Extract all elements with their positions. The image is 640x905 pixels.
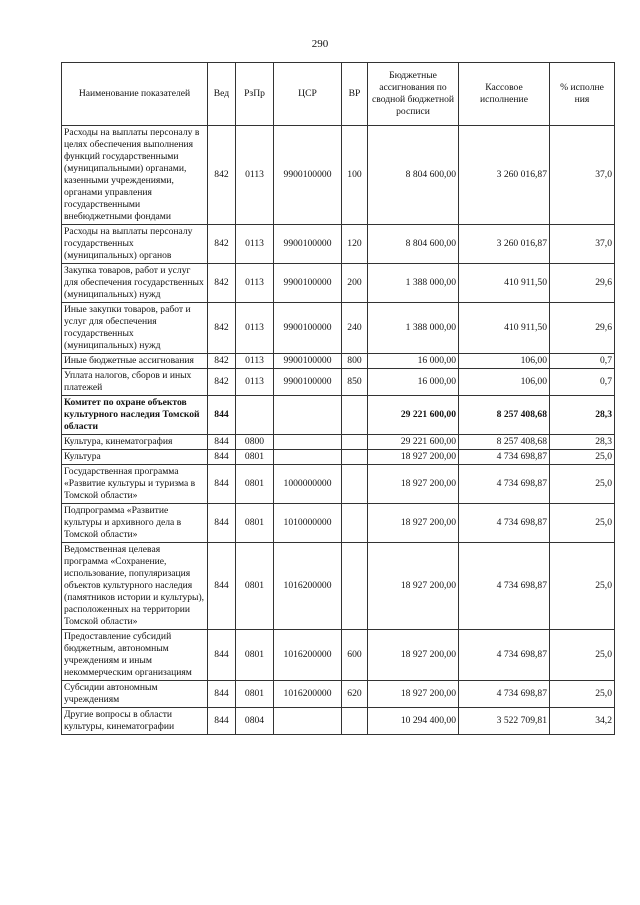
cell-rzpr: 0801	[236, 504, 274, 543]
cell-name: Другие вопросы в области культуры, кинематографии	[62, 708, 208, 735]
cell-percent: 25,0	[550, 543, 615, 630]
cell-ved: 842	[208, 126, 236, 225]
cell-csr: 9900100000	[274, 303, 342, 354]
cell-rzpr: 0113	[236, 369, 274, 396]
cell-name: Государственная программа «Развитие культуры и туризма в Томской области»	[62, 465, 208, 504]
cell-vr: 800	[342, 354, 368, 369]
cell-cash: 106,00	[459, 369, 550, 396]
table-row	[62, 630, 615, 681]
table-header-row	[62, 63, 615, 126]
cell-name: Расходы на выплаты персоналу государственных (муниципальных) органов	[62, 225, 208, 264]
table-row	[62, 450, 615, 465]
cell-name: Ведомственная целевая программа «Сохранение, использование, популяризация объектов культурного наследия (памятников истории и культуры), расположенных на территории Томской области»	[62, 543, 208, 630]
cell-cash: 3 522 709,81	[459, 708, 550, 735]
header-budget: Бюджетные ассигнования по сводной бюджетной росписи	[368, 63, 459, 126]
table-row	[62, 543, 615, 630]
header-ved: Вед	[208, 63, 236, 126]
cell-ved: 844	[208, 465, 236, 504]
cell-cash: 410 911,50	[459, 303, 550, 354]
table-row	[62, 126, 615, 225]
cell-name: Расходы на выплаты персоналу в целях обеспечения выполнения функций государственными (муниципальными) органами, казенными учреждениями, органами управления государственными внебюджетными фондами	[62, 126, 208, 225]
cell-cash: 4 734 698,87	[459, 681, 550, 708]
cell-ved: 842	[208, 225, 236, 264]
cell-vr	[342, 450, 368, 465]
cell-ved: 844	[208, 396, 236, 435]
cell-rzpr: 0801	[236, 681, 274, 708]
cell-vr	[342, 543, 368, 630]
cell-ved: 844	[208, 435, 236, 450]
header-percent: % исполне ния	[550, 63, 615, 126]
cell-budget: 8 804 600,00	[368, 225, 459, 264]
cell-rzpr: 0113	[236, 303, 274, 354]
cell-csr: 9900100000	[274, 264, 342, 303]
table-row	[62, 504, 615, 543]
cell-budget: 8 804 600,00	[368, 126, 459, 225]
cell-rzpr: 0804	[236, 708, 274, 735]
cell-cash: 4 734 698,87	[459, 450, 550, 465]
cell-cash: 8 257 408,68	[459, 435, 550, 450]
cell-ved: 844	[208, 504, 236, 543]
cell-budget: 18 927 200,00	[368, 681, 459, 708]
cell-percent: 25,0	[550, 630, 615, 681]
cell-budget: 16 000,00	[368, 369, 459, 396]
cell-budget: 29 221 600,00	[368, 396, 459, 435]
page-number: 290	[311, 38, 329, 50]
cell-cash: 4 734 698,87	[459, 543, 550, 630]
cell-percent: 37,0	[550, 126, 615, 225]
cell-budget: 16 000,00	[368, 354, 459, 369]
table-row	[62, 396, 615, 435]
table-row	[62, 708, 615, 735]
cell-name: Субсидии автономным учреждениям	[62, 681, 208, 708]
cell-ved: 842	[208, 354, 236, 369]
header-vr: ВР	[342, 63, 368, 126]
table-row	[62, 303, 615, 354]
header-name: Наименование показателей	[62, 63, 208, 126]
cell-percent: 34,2	[550, 708, 615, 735]
cell-vr	[342, 435, 368, 450]
cell-ved: 842	[208, 264, 236, 303]
cell-budget: 29 221 600,00	[368, 435, 459, 450]
table-row	[62, 465, 615, 504]
cell-vr: 620	[342, 681, 368, 708]
cell-ved: 842	[208, 303, 236, 354]
cell-csr: 1000000000	[274, 465, 342, 504]
cell-budget: 18 927 200,00	[368, 450, 459, 465]
cell-cash: 4 734 698,87	[459, 630, 550, 681]
cell-percent: 37,0	[550, 225, 615, 264]
cell-cash: 106,00	[459, 354, 550, 369]
cell-ved: 844	[208, 543, 236, 630]
cell-ved: 844	[208, 450, 236, 465]
cell-percent: 29,6	[550, 303, 615, 354]
cell-name: Иные бюджетные ассигнования	[62, 354, 208, 369]
cell-csr: 1016200000	[274, 543, 342, 630]
table-row	[62, 369, 615, 396]
cell-percent: 28,3	[550, 435, 615, 450]
cell-vr	[342, 465, 368, 504]
cell-ved: 842	[208, 369, 236, 396]
cell-budget: 10 294 400,00	[368, 708, 459, 735]
cell-cash: 3 260 016,87	[459, 126, 550, 225]
cell-rzpr: 0801	[236, 630, 274, 681]
header-cash: Кассовое исполнение	[459, 63, 550, 126]
cell-csr: 9900100000	[274, 126, 342, 225]
cell-name: Предоставление субсидий бюджетным, автономным учреждениям и иным некоммерческим организациям	[62, 630, 208, 681]
cell-rzpr: 0113	[236, 264, 274, 303]
cell-cash: 4 734 698,87	[459, 465, 550, 504]
cell-rzpr	[236, 396, 274, 435]
table-row	[62, 354, 615, 369]
cell-name: Культура, кинематография	[62, 435, 208, 450]
cell-cash: 8 257 408,68	[459, 396, 550, 435]
cell-percent: 0,7	[550, 354, 615, 369]
cell-budget: 18 927 200,00	[368, 465, 459, 504]
cell-csr: 9900100000	[274, 354, 342, 369]
cell-csr: 1010000000	[274, 504, 342, 543]
cell-budget: 18 927 200,00	[368, 504, 459, 543]
cell-cash: 3 260 016,87	[459, 225, 550, 264]
cell-vr: 120	[342, 225, 368, 264]
cell-rzpr: 0801	[236, 543, 274, 630]
cell-name: Закупка товаров, работ и услуг для обеспечения государственных (муниципальных) нужд	[62, 264, 208, 303]
cell-rzpr: 0801	[236, 465, 274, 504]
table-row	[62, 225, 615, 264]
cell-percent: 25,0	[550, 465, 615, 504]
cell-csr: 9900100000	[274, 369, 342, 396]
cell-rzpr: 0113	[236, 354, 274, 369]
cell-csr	[274, 435, 342, 450]
cell-name: Подпрограмма «Развитие культуры и архивного дела в Томской области»	[62, 504, 208, 543]
cell-rzpr: 0800	[236, 435, 274, 450]
cell-vr: 100	[342, 126, 368, 225]
table-row	[62, 435, 615, 450]
cell-budget: 18 927 200,00	[368, 543, 459, 630]
cell-csr: 9900100000	[274, 225, 342, 264]
cell-name: Комитет по охране объектов культурного наследия Томской области	[62, 396, 208, 435]
cell-budget: 1 388 000,00	[368, 303, 459, 354]
cell-cash: 4 734 698,87	[459, 504, 550, 543]
cell-percent: 25,0	[550, 681, 615, 708]
cell-ved: 844	[208, 681, 236, 708]
cell-percent: 25,0	[550, 450, 615, 465]
cell-budget: 1 388 000,00	[368, 264, 459, 303]
cell-cash: 410 911,50	[459, 264, 550, 303]
cell-csr	[274, 396, 342, 435]
cell-rzpr: 0113	[236, 126, 274, 225]
cell-ved: 844	[208, 630, 236, 681]
cell-rzpr: 0113	[236, 225, 274, 264]
cell-rzpr: 0801	[236, 450, 274, 465]
cell-vr	[342, 504, 368, 543]
cell-ved: 844	[208, 708, 236, 735]
budget-execution-table	[61, 62, 615, 735]
cell-csr: 1016200000	[274, 681, 342, 708]
cell-percent: 25,0	[550, 504, 615, 543]
table-row	[62, 681, 615, 708]
cell-name: Иные закупки товаров, работ и услуг для обеспечения государственных (муниципальных) нужд	[62, 303, 208, 354]
cell-name: Уплата налогов, сборов и иных платежей	[62, 369, 208, 396]
cell-percent: 0,7	[550, 369, 615, 396]
cell-budget: 18 927 200,00	[368, 630, 459, 681]
cell-vr: 240	[342, 303, 368, 354]
cell-name: Культура	[62, 450, 208, 465]
table-row	[62, 264, 615, 303]
cell-percent: 29,6	[550, 264, 615, 303]
cell-vr: 200	[342, 264, 368, 303]
cell-vr	[342, 396, 368, 435]
header-csr: ЦСР	[274, 63, 342, 126]
cell-vr: 850	[342, 369, 368, 396]
cell-percent: 28,3	[550, 396, 615, 435]
cell-csr: 1016200000	[274, 630, 342, 681]
cell-vr	[342, 708, 368, 735]
cell-vr: 600	[342, 630, 368, 681]
cell-csr	[274, 708, 342, 735]
cell-csr	[274, 450, 342, 465]
header-rzpr: РзПр	[236, 63, 274, 126]
